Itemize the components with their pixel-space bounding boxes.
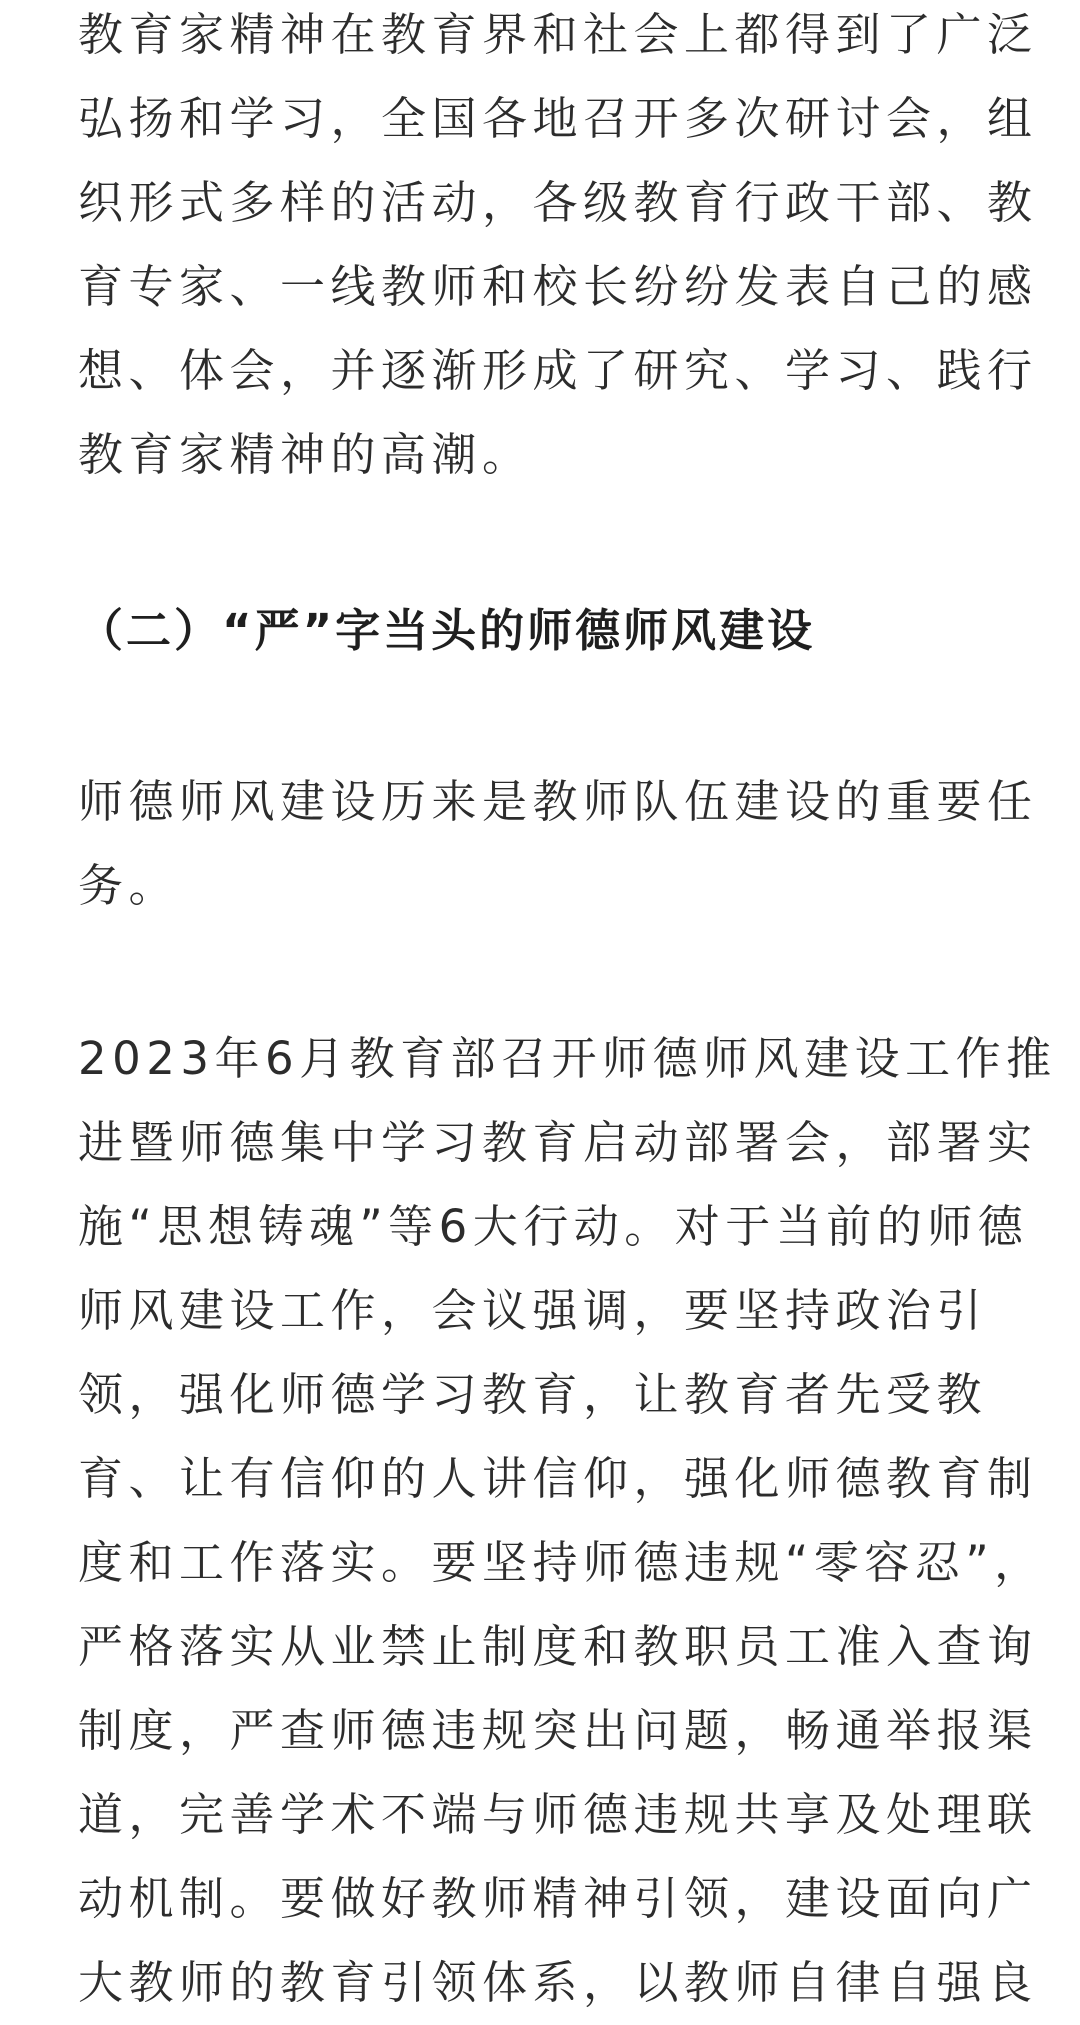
text-line: 想、体会，并逐渐形成了研究、学习、践行 [78,344,1038,397]
section-heading-text: （二）“严”字当头的师德师风建设 [78,604,816,657]
section-heading [78,589,815,673]
text-line: 2023年6月教育部召开师德师风建设工作推 [78,1032,1057,1085]
text-line: 育、让有信仰的人讲信仰，强化师德教育制 [78,1452,1038,1505]
text-line: 领，强化师德学习教育，让教育者先受教 [78,1368,988,1421]
text-line: 教育家精神在教育界和社会上都得到了广泛 [78,8,1038,61]
text-line: 师风建设工作，会议强调，要坚持政治引 [78,1284,988,1337]
text-line: 道，完善学术不端与师德违规共享及处理联 [78,1788,1038,1841]
text-line: 教育家精神的高潮。 [78,428,533,481]
text-line: 弘扬和学习，全国各地召开多次研讨会，组 [78,92,1038,145]
text-line: 度和工作落实。要坚持师德违规“零容忍”， [78,1536,1045,1589]
text-line: 严格落实从业禁止制度和教职员工准入查询 [78,1620,1038,1673]
text-line: 育专家、一线教师和校长纷纷发表自己的感 [78,260,1038,313]
paragraph-spirit-promotion [78,0,1038,497]
text-line: 动机制。要做好教师精神引领，建设面向广 [78,1872,1038,1925]
text-line: 施“思想铸魂”等6大行动。对于当前的师德 [78,1200,1029,1253]
text-line: 制度，严查师德违规突出问题，畅通举报渠 [78,1704,1038,1757]
text-line: 务。 [78,859,180,912]
text-line: 进暨师德集中学习教育启动部署会，部署实 [78,1116,1038,1169]
text-line: 织形式多样的活动，各级教育行政干部、教 [78,176,1038,229]
paragraph-2023-meeting [78,1017,1057,2025]
text-line: 师德师风建设历来是教师队伍建设的重要任 [78,775,1038,828]
paragraph-ethics-task [78,760,1038,928]
text-line: 大教师的教育引领体系，以教师自律自强良 [78,1956,1038,2009]
